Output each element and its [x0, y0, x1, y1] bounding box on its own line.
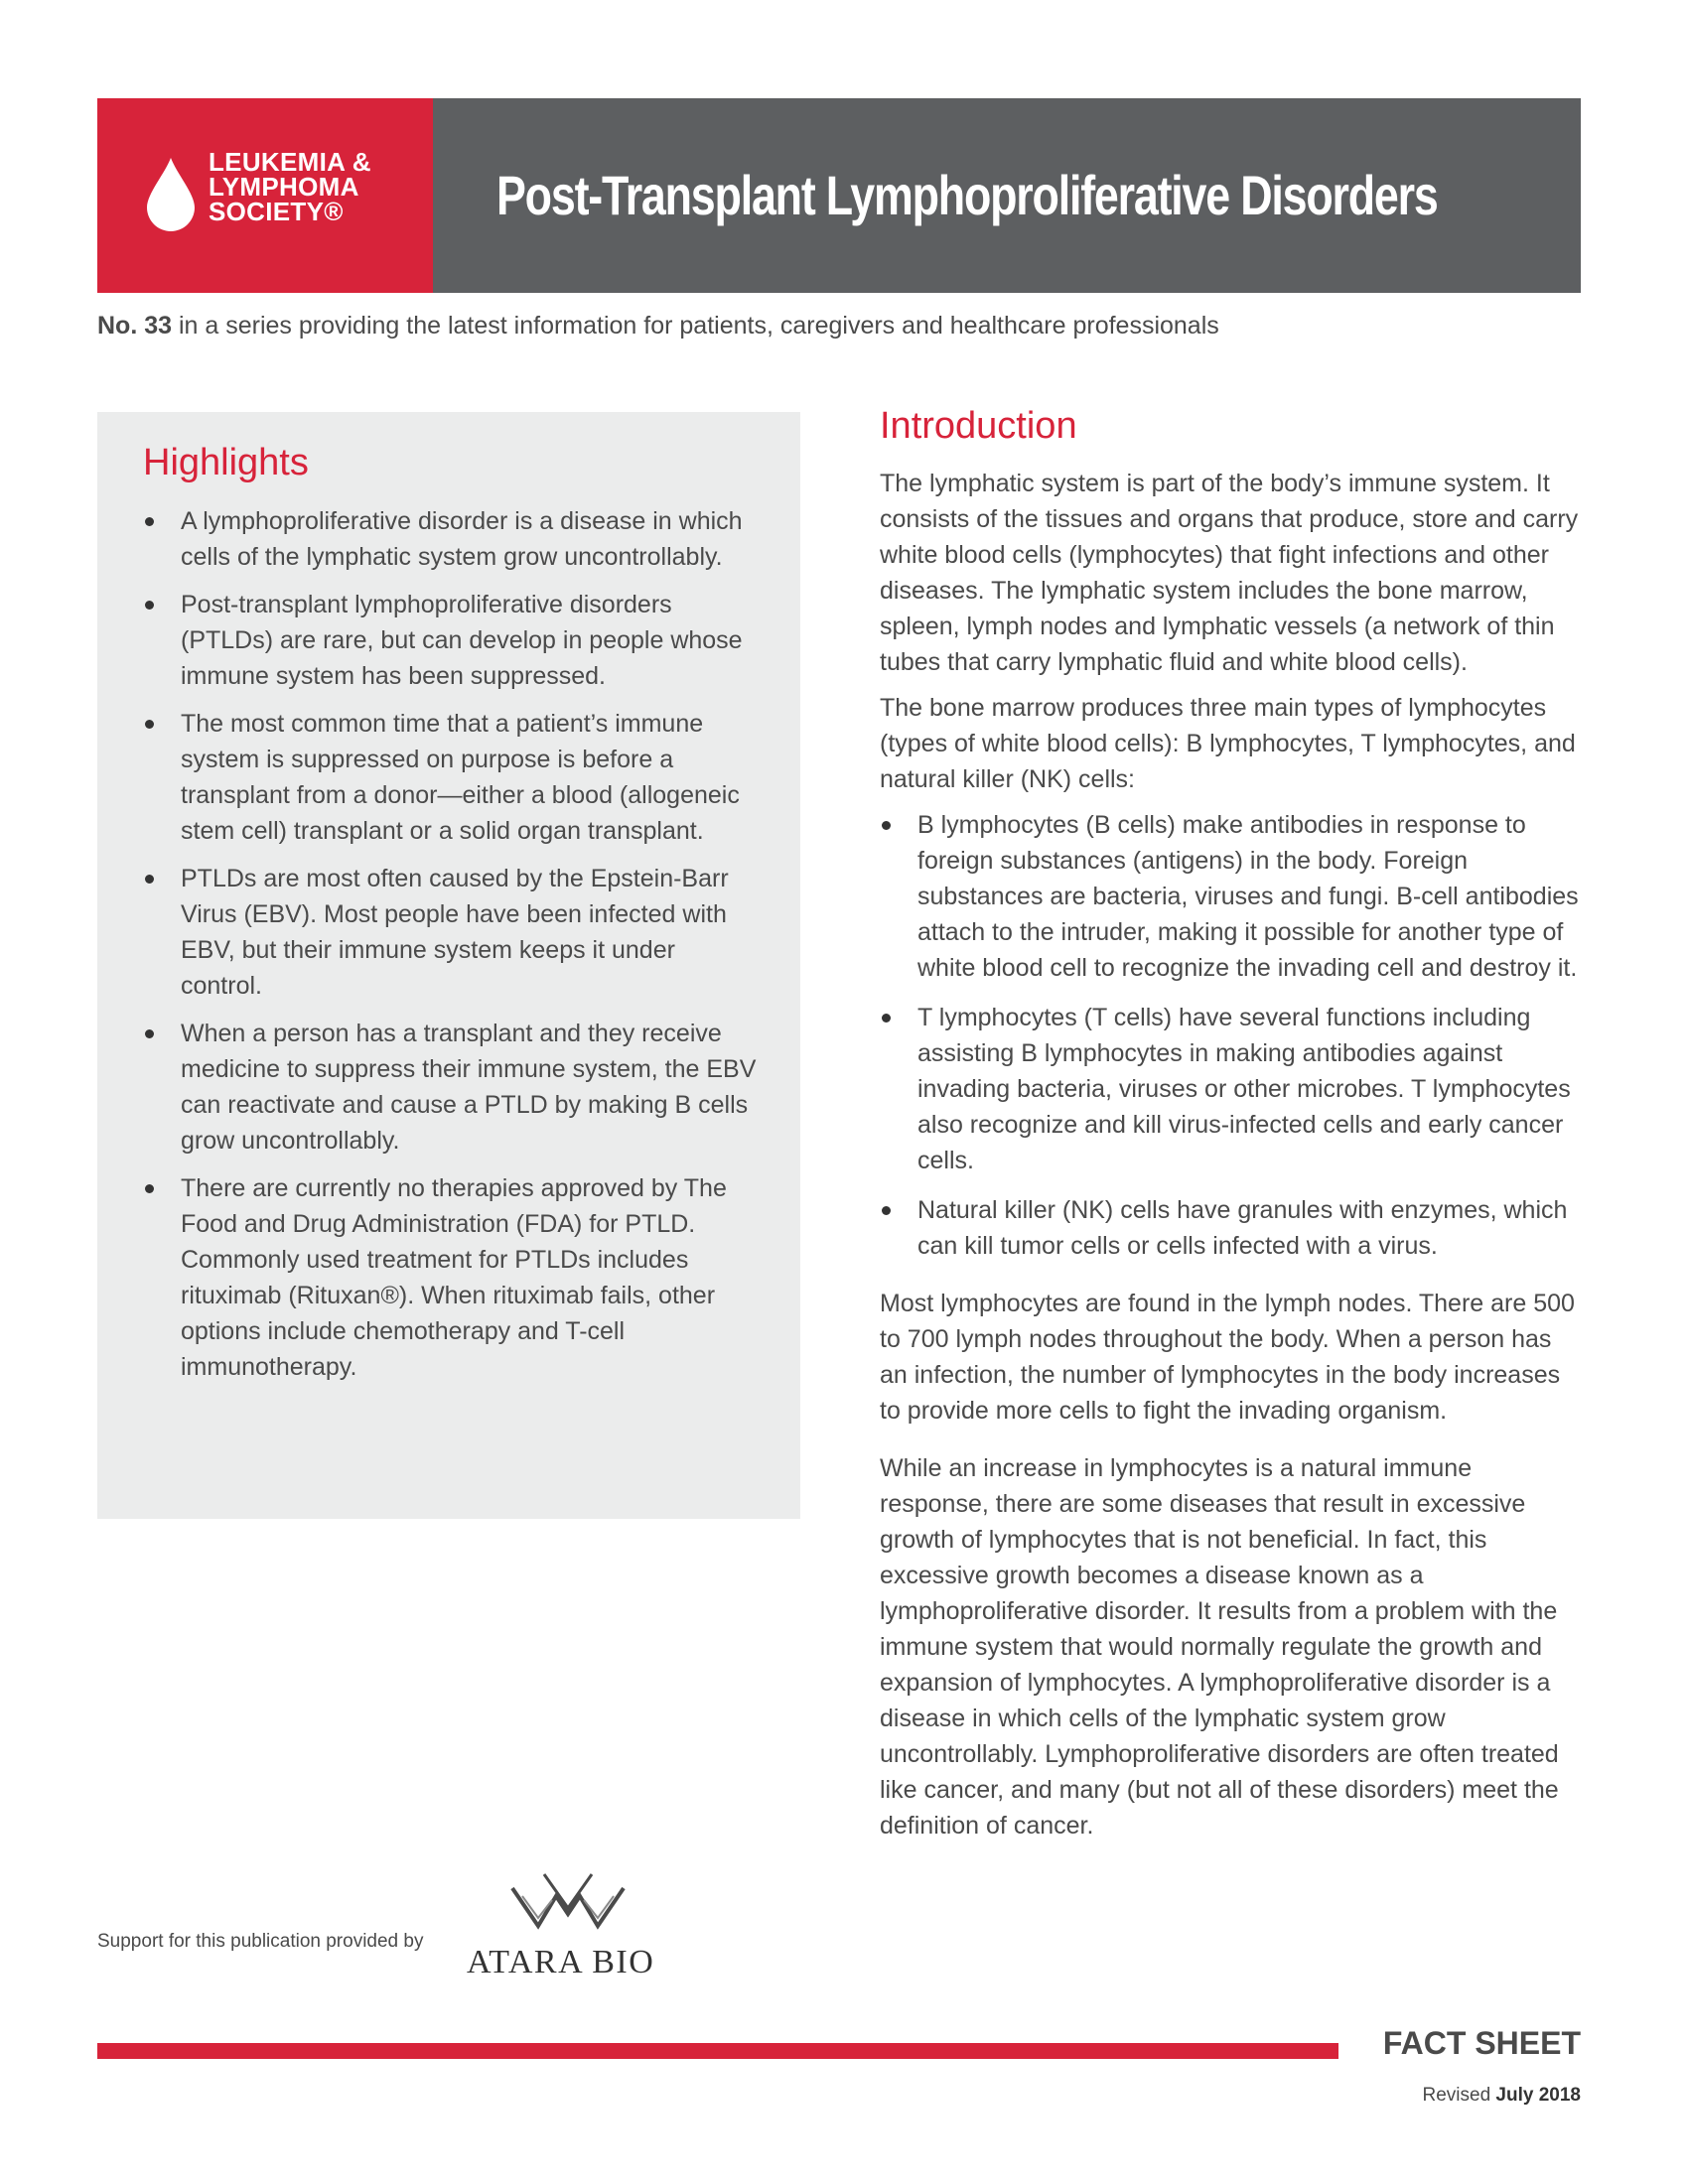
introduction-section — [880, 405, 1585, 1853]
document-title: Post-Transplant Lymphoproliferative Disorders — [496, 164, 1438, 226]
logo-line: LYMPHOMA — [209, 172, 359, 202]
revised-date-value: July 2018 — [1495, 2085, 1581, 2106]
intro-paragraph: Most lymphocytes are found in the lymph nodes. There are 500 to 700 lymph nodes throughout the body. When a person has an infection, the number of lymphocytes in the body increases to provide more cells to fight the invading organism. — [880, 1290, 1575, 1425]
lymphocyte-type-text: Natural killer (NK) cells have granules with enzymes, which can kill tumor cells or cells infected with a virus. — [917, 1196, 1568, 1260]
bullet-icon — [145, 1029, 154, 1038]
lymphocyte-type-item — [880, 1000, 1585, 1178]
atara-bio-logo — [467, 1866, 675, 1985]
atara-crown-icon — [508, 1866, 628, 1936]
series-line — [97, 312, 1219, 341]
intro-paragraph: While an increase in lymphocytes is a natural immune response, there are some diseases that result in excessive growth of lymphocytes that is not beneficial. In fact, this excessive growth becomes a disease known as a lymphoproliferative disorder. It results from a problem with the immune system that would normally regulate the growth and expansion of lymphocytes. A lymphoproliferative disorder is a disease in which cells of the lymphatic system grow uncontrollably. Lymphoproliferative disorders are often treated like cancer, and many (but not all of these disorders) meet the definition of cancer. — [880, 1454, 1559, 1840]
lymphocyte-type-item — [880, 1192, 1585, 1264]
highlight-item — [143, 861, 759, 1004]
bullet-icon — [882, 821, 891, 830]
highlight-text: Post-transplant lymphoproliferative disorders (PTLDs) are rare, but can develop in people whose immune system has been suppressed. — [181, 591, 743, 690]
highlights-list — [143, 503, 759, 1397]
fact-sheet-label: FACT SHEET — [1382, 2025, 1581, 2061]
highlight-item — [143, 587, 759, 694]
brand-banner — [97, 98, 433, 293]
footer-bar — [97, 2043, 1338, 2059]
lls-logo-text — [209, 147, 371, 226]
highlight-item — [143, 503, 759, 575]
series-number: No. 33 — [97, 312, 173, 340]
highlight-text: When a person has a transplant and they receive medicine to suppress their immune system, the EBV can reactivate and cause a PTLD by making B cells grow uncontrollably. — [181, 1020, 757, 1155]
highlight-text: A lymphoproliferative disorder is a disease in which cells of the lymphatic system grow uncontrollably. — [181, 507, 743, 571]
title-banner — [433, 98, 1581, 293]
intro-paragraph: The bone marrow produces three main types of lymphocytes (types of white blood cells): B lymphocytes, T lymphocytes, and natural killer (NK) cells: — [880, 694, 1576, 793]
blood-drop-icon — [145, 156, 197, 233]
bullet-icon — [882, 1206, 891, 1215]
highlight-item — [143, 706, 759, 849]
bullet-icon — [145, 1184, 154, 1193]
highlight-item — [143, 1016, 759, 1159]
bullet-icon — [145, 517, 154, 526]
logo-line: SOCIETY® — [209, 197, 344, 226]
highlights-panel — [97, 412, 800, 1519]
revised-label: Revised — [1422, 2085, 1496, 2106]
lymphocyte-type-text: T lymphocytes (T cells) have several functions including assisting B lymphocytes in making antibodies against invading bacteria, viruses or other microbes. T lymphocytes also recognize and kill virus-infected cells and early cancer cells. — [917, 1004, 1571, 1174]
bullet-icon — [145, 875, 154, 884]
intro-paragraph: The lymphatic system is part of the body’s immune system. It consists of the tissues and organs that produce, store and carry white blood cells (lymphocytes) that fight infections and other diseases. The lymphatic system includes the bone marrow, spleen, lymph nodes and lymphatic vessels (a network of thin tubes that carry lymphatic fluid and white blood cells). — [880, 470, 1579, 676]
lymphocyte-types-list — [880, 807, 1585, 1264]
sponsor-name: ATARA BIO — [467, 1944, 655, 1980]
logo-line: LEUKEMIA & — [209, 147, 371, 177]
bullet-icon — [145, 601, 154, 610]
bullet-icon — [882, 1014, 891, 1023]
introduction-heading: Introduction — [880, 405, 1077, 447]
highlight-item — [143, 1170, 759, 1385]
lymphocyte-type-item — [880, 807, 1585, 986]
highlight-text: The most common time that a patient’s immune system is suppressed on purpose is before a transplant from a donor—either a blood (allogeneic stem cell) transplant or a solid organ transplant. — [181, 710, 740, 845]
highlight-text: PTLDs are most often caused by the Epstein-Barr Virus (EBV). Most people have been infected with EBV, but their immune system keeps it under control. — [181, 865, 729, 1000]
bullet-icon — [145, 720, 154, 729]
support-credit: Support for this publication provided by — [97, 1931, 424, 1952]
highlights-heading: Highlights — [143, 442, 309, 483]
highlight-text: There are currently no therapies approved by The Food and Drug Administration (FDA) for PTLD. Commonly used treatment for PTLDs includes rituximab (Rituxan®). When rituximab fails, other options include chemotherapy and T-cell immunotherapy. — [181, 1174, 727, 1381]
lymphocyte-type-text: B lymphocytes (B cells) make antibodies in response to foreign substances (antigens) in the body. Foreign substances are bacteria, viruses and fungi. B-cell antibodies attach to the intruder, making it possible for another type of white blood cell to recognize the invading cell and destroy it. — [917, 811, 1579, 982]
revised-date — [1423, 2085, 1582, 2107]
series-text: in a series providing the latest information for patients, caregivers and healthcare professionals — [172, 312, 1219, 340]
